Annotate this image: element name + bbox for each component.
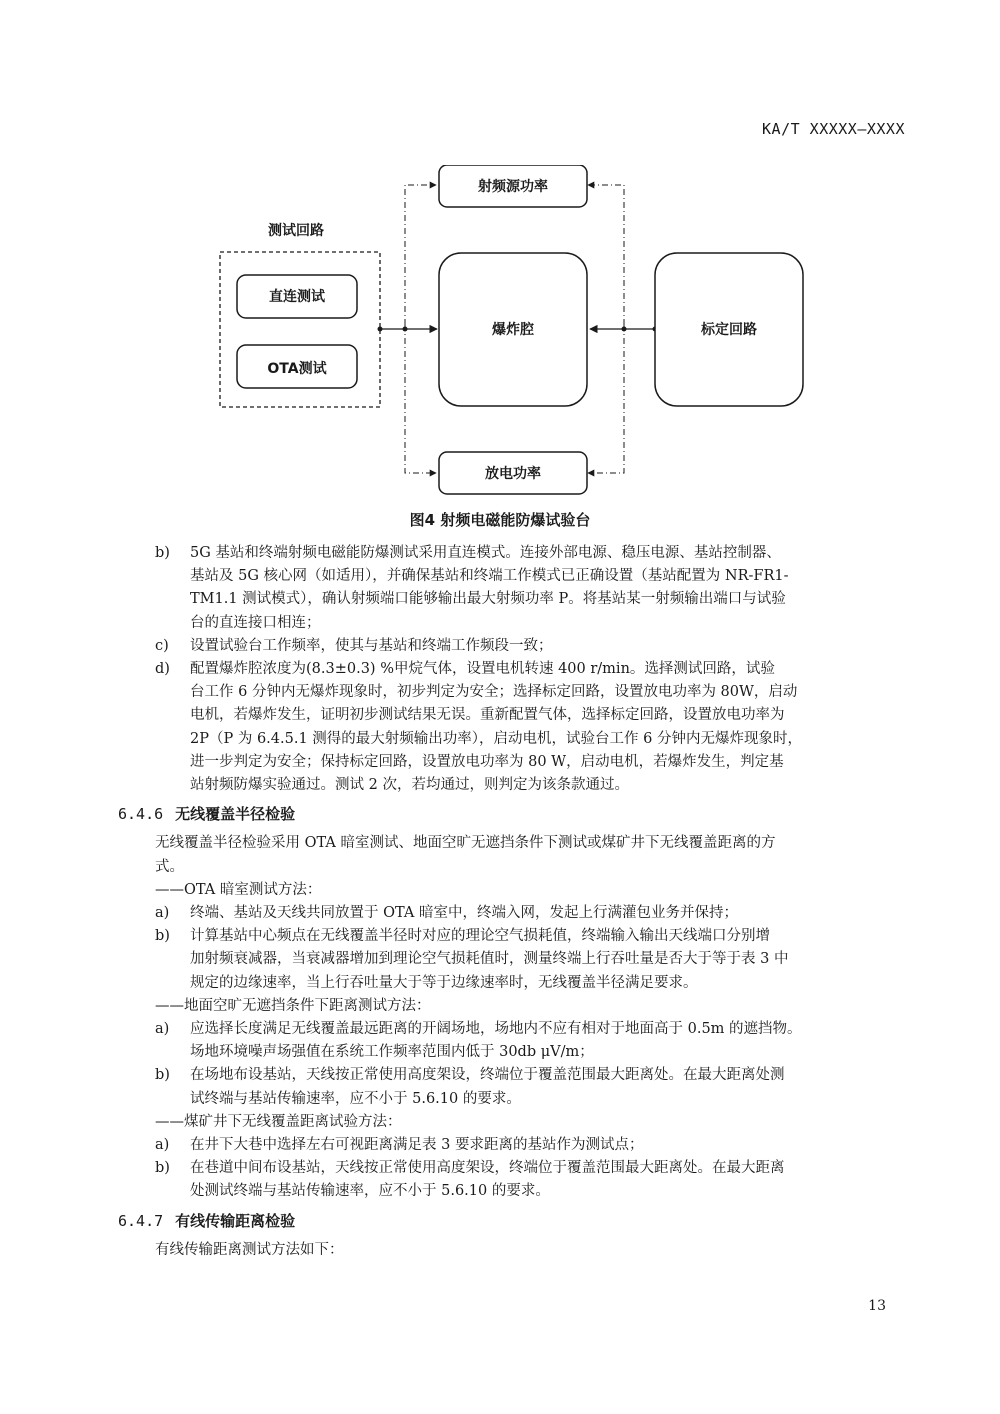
rf-power-label: 射频源功率 — [478, 179, 548, 195]
list-item-label: a) — [155, 1021, 170, 1037]
list-item-label: a) — [155, 1137, 170, 1153]
section-6-4-7-heading — [118, 1210, 295, 1232]
list-item-label: b) — [155, 545, 170, 561]
list-item-text: TM1.1 测试模式），确认射频端口能够输出最大射频功率 P。将基站某一射频输出端口与试验 — [190, 591, 786, 608]
list-item-label: b) — [155, 1160, 170, 1177]
list-item-text: 试终端与基站传输速率，应不小于 5.6.10 的要求。 — [190, 1090, 521, 1107]
section-number: 6.4.6 — [118, 805, 164, 824]
explosion-chamber-label: 爆炸腔 — [492, 322, 534, 338]
list-item-text: 配置爆炸腔浓度为(8.3±0.3) %甲烷气体，设置电机转速 400 r/min。选择测试回路，试验 — [190, 661, 775, 677]
section-title: 无线覆盖半径检验 — [175, 805, 296, 824]
list-item-text: 应选择长度满足无线覆盖最远距离的开阔场地，场地内不应有相对于地面高于 0.5m 的遮挡物。 — [190, 1021, 802, 1037]
list-item-label: b) — [155, 928, 170, 945]
method-heading: ——OTA 暗室测试方法： — [155, 881, 322, 898]
list-item-text: 在场地布设基站，天线按正常使用高度架设，终端位于覆盖范围最大距离处。在最大距离处测 — [190, 1067, 785, 1084]
section-intro-text: 式。 — [155, 858, 184, 875]
list-item-text: 处测试终端与基站传输速率，应不小于 5.6.10 的要求。 — [190, 1183, 550, 1200]
method-heading: ——地面空旷无遮挡条件下距离测试方法： — [155, 997, 431, 1014]
figure-caption: 图4 射频电磁能防爆试验台 — [409, 511, 591, 529]
section-intro-text: 有线传输距离测试方法如下： — [155, 1241, 344, 1258]
list-item-text: 在井下大巷中选择左右可视距离满足表 3 要求距离的基站作为测试点； — [190, 1137, 644, 1153]
list-item-text: 计算基站中心频点在无线覆盖半径时对应的理论空气损耗值，终端输入输出天线端口分别增 — [190, 928, 770, 945]
list-item-label: a) — [155, 905, 170, 921]
rf-power-link-right — [588, 185, 624, 325]
list-item-label: d) — [155, 661, 170, 677]
section-title: 有线传输距离检验 — [175, 1211, 296, 1230]
list-item-text: 加射频衰减器，当衰减器增加到理论空气损耗值时，测量终端上行吞吐量是否大于等于表 3 中 — [190, 951, 789, 968]
rf-power-link-left — [405, 185, 436, 325]
document-code: KA/T XXXXX—XXXX — [762, 120, 905, 138]
discharge-link-right — [588, 325, 624, 473]
list-item-text: 台的直连接口相连； — [190, 614, 321, 631]
figure-diagram — [200, 165, 820, 500]
discharge-power-label: 放电功率 — [485, 466, 541, 482]
section-6-4-6-heading — [118, 803, 295, 825]
direct-test-label: 直连测试 — [269, 289, 325, 305]
page-number: 13 — [868, 1298, 886, 1314]
method-heading: ——煤矿井下无线覆盖距离试验方法： — [155, 1113, 402, 1130]
list-item-text: 规定的边缘速率，当上行吞吐量大于等于边缘速率时，无线覆盖半径满足要求。 — [190, 974, 698, 991]
test-loop-group-label: 测试回路 — [268, 223, 324, 239]
list-item-text: 电机，若爆炸发生，证明初步测试结果无误。重新配置气体，选择标定回路，设置放电功率为 — [190, 707, 785, 724]
section-number: 6.4.7 — [118, 1211, 164, 1230]
list-item-text: 基站及 5G 核心网（如适用），并确保基站和终端工作模式已正确设置（基站配置为 NR-FR1- — [190, 568, 789, 585]
list-item-text: 5G 基站和终端射频电磁能防爆测试采用直连模式。连接外部电源、稳压电源、基站控制器、 — [190, 545, 781, 561]
list-item-text: 场地环境噪声场强值在系统工作频率范围内低于 30db μV/m； — [190, 1044, 594, 1061]
section-intro-text: 无线覆盖半径检验采用 OTA 暗室测试、地面空旷无遮挡条件下测试或煤矿井下无线覆盖距离的方 — [155, 835, 776, 852]
list-item-text: 站射频防爆实验通过。测试 2 次，若均通过，则判定为该条款通过。 — [190, 777, 629, 793]
list-item-text: 进一步判定为安全；保持标定回路，设置放电功率为 80 W，启动电机，若爆炸发生，判定基 — [190, 753, 784, 770]
list-item-label: b) — [155, 1067, 170, 1084]
list-item-label: c) — [155, 637, 169, 654]
list-item-text: 台工作 6 分钟内无爆炸现象时，初步判定为安全；选择标定回路，设置放电功率为 80W，启动 — [190, 684, 798, 701]
calibration-loop-label: 标定回路 — [701, 322, 757, 338]
list-item-text: 2P（P 为 6.4.5.1 测得的最大射频输出功率），启动电机，试验台工作 6 分钟内无爆炸现象时， — [190, 730, 802, 747]
ota-test-label: OTA测试 — [267, 361, 327, 377]
list-item-text: 设置试验台工作频率，使其与基站和终端工作频段一致； — [190, 637, 553, 654]
list-item-text: 终端、基站及天线共同放置于 OTA 暗室中，终端入网，发起上行满灌包业务并保持； — [190, 905, 738, 921]
list-item-text: 在巷道中间布设基站，天线按正常使用高度架设，终端位于覆盖范围最大距离处。在最大距离 — [190, 1160, 785, 1177]
discharge-link-left — [405, 325, 436, 473]
